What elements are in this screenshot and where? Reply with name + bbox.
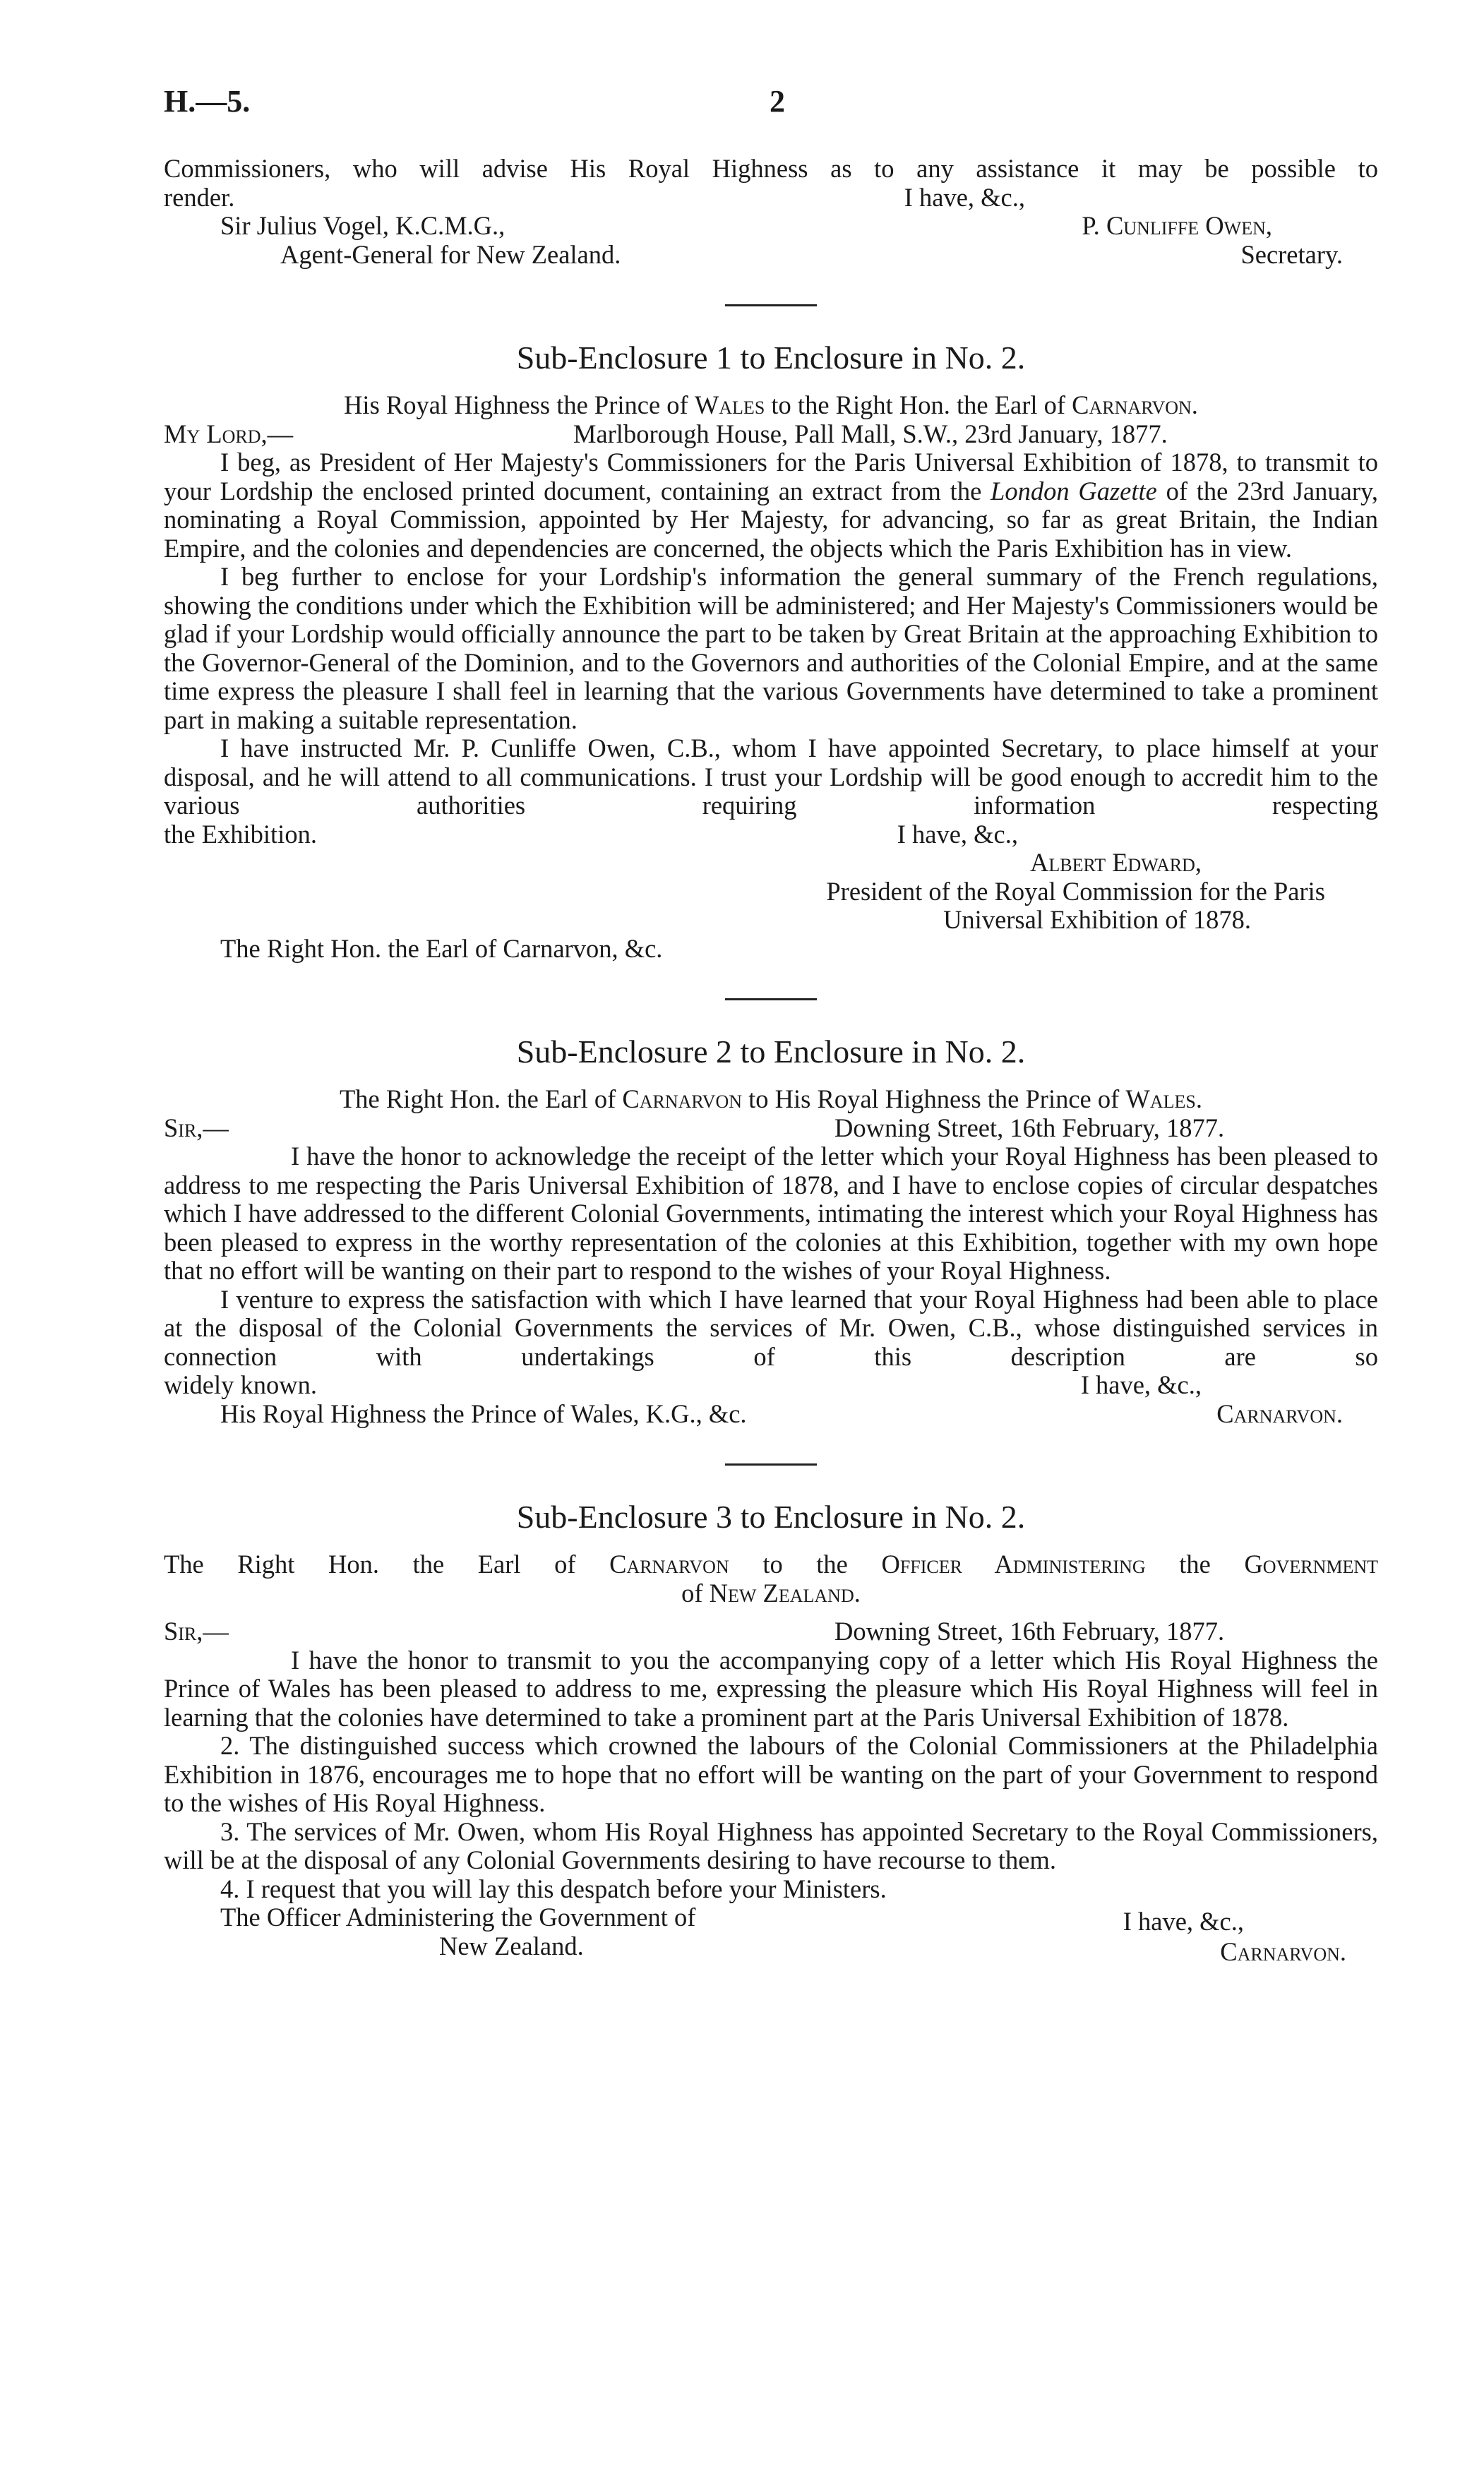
text-line: Commissioners, who will advise His Royal Highness as to any assistance it may be possible to [164, 154, 1378, 183]
addressee-name: Sir Julius Vogel, K.C.M.G., [220, 211, 505, 240]
closing-phrase: I have, &c., [904, 182, 1025, 212]
signer-title: President of the Royal Commission for the Paris [826, 876, 1325, 906]
section-divider [725, 1463, 817, 1466]
text-line: the Exhibition. [164, 819, 317, 849]
salutation-row [164, 1617, 1378, 1646]
section-title: Sub-Enclosure 2 to Enclosure in No. 2. [516, 1034, 1026, 1070]
paragraph: I beg further to enclose for your Lordship's information the general summary of the French regulations, showing the conditions under which the Exhibition will be administered; and Her Majesty's Commissioners would be glad if your Lordship would officially announce the part to be taken by Great Britain at the approaching Exhibition to the Governor-General of the Dominion, and to the Governors and authorities of the Colonial Empire, and at the same time express the pleasure I shall feel in learning that the various Governments have determined to take a prominent part in making a suitable representation. [164, 562, 1378, 734]
page-number: 2 [770, 84, 785, 119]
signer-name: Carnarvon. [1216, 1399, 1343, 1428]
recipient: The Right Hon. the Earl of Carnarvon, &c. [220, 933, 663, 963]
signature-row [164, 212, 1378, 241]
salutation-row [164, 1114, 1378, 1143]
section-divider [725, 304, 817, 306]
signer-name: Albert Edward, [1029, 848, 1202, 877]
signer-title: Secretary. [1240, 239, 1343, 269]
letter-from-to: The Right Hon. the Earl of Carnarvon to the Officer Administering the Government [164, 1550, 1379, 1579]
signer-name: Carnarvon. [1220, 1936, 1346, 1966]
paragraph: I have instructed Mr. P. Cunliffe Owen, C.B., whom I have appointed Secretary, to place himself at your disposal, and he will attend to all communications. I trust your Lordship will be good enough to accredit him to the various authorities requiring information respecting [164, 733, 1378, 820]
closing-phrase: I have, &c., [897, 819, 1018, 849]
letter-from-to-continued: of New Zealand. [681, 1578, 861, 1607]
salutation: Sir,— [164, 1617, 229, 1646]
closing-row [164, 820, 1378, 849]
signature-row [164, 1400, 1378, 1429]
section-title: Sub-Enclosure 1 to Enclosure in No. 2. [516, 340, 1026, 376]
addressee-title: Agent-General for New Zealand. [280, 239, 621, 269]
section-divider [725, 998, 817, 1000]
signer-title: Universal Exhibition of 1878. [943, 905, 1251, 934]
salutation: Sir,— [164, 1113, 229, 1142]
closing-row [164, 1371, 1378, 1400]
letter-ending [164, 155, 1378, 269]
sub-enclosure-3 [164, 1498, 1379, 1966]
paragraph: I have the honor to transmit to you the accompanying copy of a letter which His Royal Highness the Prince of Wales has been pleased to address to me, expressing the pleasure which His Royal Highness will feel in learning that the colonies have determined to take a prominent part at the Paris Universal Exhibition of 1878. [164, 1645, 1378, 1732]
page-header [164, 83, 785, 119]
paragraph: I have the honor to acknowledge the receipt of the letter which your Royal Highness has been pleased to address to me respecting the Paris Universal Exhibition of 1878, and I have to enclose copies of circular despatches which I have addressed to the different Colonial Governments, intimating the interest which your Royal Highness has been pleased to express in the worthy representation of the colonies at this Exhibition, together with my own hope that no effort will be wanting on their part to respond to the wishes of your Royal Highness. [164, 1142, 1378, 1285]
paragraph: 3. The services of Mr. Owen, whom His Royal Highness has appointed Secretary to the Royal Commissioners, will be at the disposal of any Colonial Governments desiring to have recourse to them. [164, 1816, 1378, 1874]
text-line: render. [164, 182, 235, 212]
salutation-row [164, 420, 1378, 449]
signature-row [164, 241, 1378, 270]
closing-row [164, 184, 1378, 212]
document-reference: H.—5. [164, 84, 251, 119]
recipient: The Officer Administering the Government of [220, 1903, 696, 1932]
sub-enclosure-1 [164, 339, 1378, 963]
signature-row [164, 1931, 1378, 1966]
signature-row [164, 1903, 1378, 1936]
letter-address-date: Downing Street, 16th February, 1877. [834, 1617, 1225, 1646]
paragraph: I venture to express the satisfaction with which I have learned that your Royal Highness had been able to place at the disposal of the Colonial Governments the services of Mr. Owen, C.B., whose distinguished services in connection with undertakings of this description are so [164, 1284, 1378, 1371]
paragraph: I beg, as President of Her Majesty's Commissioners for the Paris Universal Exhibition of 1878, to transmit to your Lordship the enclosed printed document, containing an extract from the London Gazette of the 23rd January, nominating a Royal Commission, appointed by Her Majesty, for advancing, so far as great Britain, the Indian Empire, and the colonies and dependencies are concerned, the objects which the Paris Exhibition has in view. [164, 448, 1378, 563]
closing-phrase: I have, &c., [1123, 1907, 1244, 1936]
text-line: widely known. [164, 1370, 317, 1399]
letter-address-date: Downing Street, 16th February, 1877. [834, 1113, 1225, 1142]
letter-from-to: His Royal Highness the Prince of Wales to the Right Hon. the Earl of Carnarvon. [344, 390, 1198, 419]
signer-name: P. Cunliffe Owen, [1082, 211, 1272, 240]
paragraph: 2. The distinguished success which crowned the labours of the Colonial Commissioners at the Philadelphia Exhibition in 1876, encourages me to hope that no effort will be wanting on the part of your Government to respond to the wishes of His Royal Highness. [164, 1731, 1378, 1817]
letter-address-date: Marlborough House, Pall Mall, S.W., 23rd January, 1877. [573, 419, 1168, 448]
letter-from-to: The Right Hon. the Earl of Carnarvon to His Royal Highness the Prince of Wales. [340, 1084, 1202, 1113]
section-title: Sub-Enclosure 3 to Enclosure in No. 2. [516, 1499, 1026, 1535]
document-page [164, 83, 1379, 1966]
sub-enclosure-2 [164, 1033, 1378, 1428]
recipient: New Zealand. [439, 1931, 584, 1960]
closing-phrase: I have, &c., [1080, 1370, 1202, 1399]
salutation: My Lord,— [164, 419, 294, 448]
recipient: His Royal Highness the Prince of Wales, K.G., &c. [220, 1399, 747, 1428]
paragraph: 4. I request that you will lay this despatch before your Ministers. [220, 1874, 887, 1903]
